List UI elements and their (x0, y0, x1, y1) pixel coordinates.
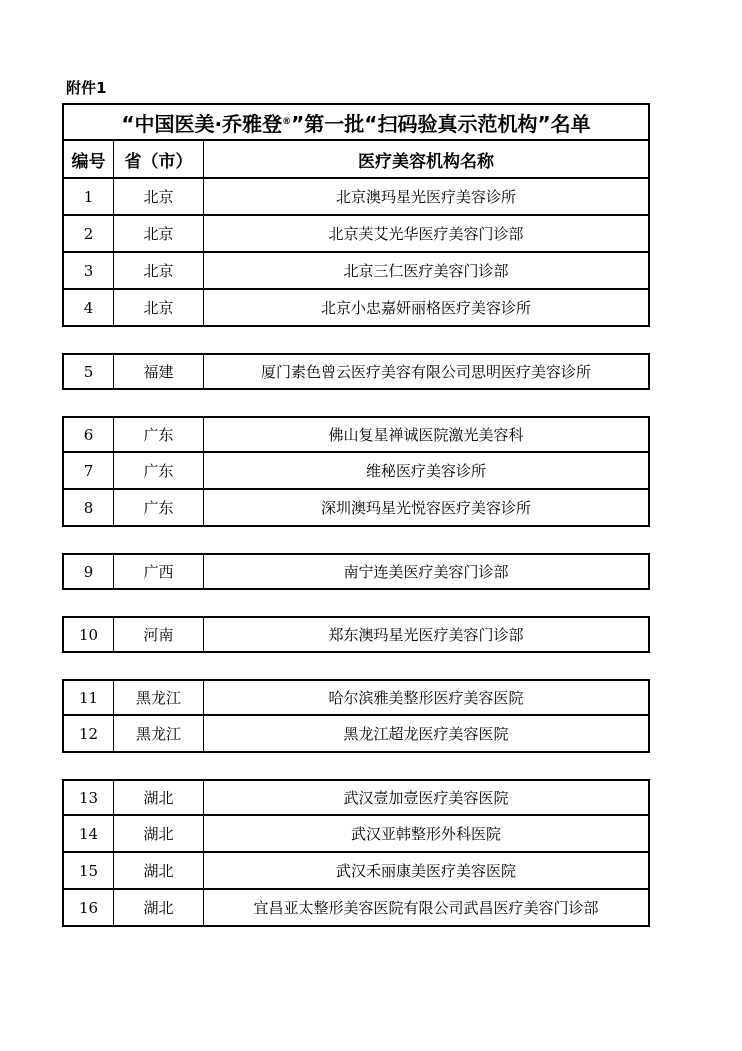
row-number: 16 (64, 890, 114, 925)
row-institution-name: 厦门素色曾云医疗美容有限公司思明医疗美容诊所 (260, 363, 591, 381)
row-institution-name: 武汉亚韩整形外科医院 (350, 825, 501, 843)
row-institution-name: 北京澳玛星光医疗美容诊所 (335, 188, 516, 206)
table-row (62, 816, 650, 853)
row-province: 湖北 (114, 781, 204, 814)
row-institution-name: 郑东澳玛星光医疗美容门诊部 (328, 626, 524, 644)
table-row (62, 179, 650, 216)
table-row (62, 716, 650, 753)
row-institution-name: 北京芙艾光华医疗美容门诊部 (328, 225, 524, 243)
header-no: 编号 (64, 141, 114, 177)
row-province: 福建 (114, 355, 204, 388)
row-province: 黑龙江 (114, 716, 204, 751)
row-institution-name: 黑龙江超龙医疗美容医院 (343, 725, 509, 743)
row-province: 湖北 (114, 853, 204, 888)
row-number: 9 (64, 555, 114, 588)
institution-table-guangxi (62, 553, 650, 590)
table-row (62, 353, 650, 390)
row-province: 湖北 (114, 816, 204, 851)
row-number: 13 (64, 781, 114, 814)
row-institution-name: 宜昌亚太整形美容医院有限公司武昌医疗美容门诊部 (253, 899, 599, 917)
row-institution-name: 南宁连美医疗美容门诊部 (343, 563, 509, 581)
row-number: 7 (64, 453, 114, 488)
row-number: 10 (64, 618, 114, 651)
table-row (62, 616, 650, 653)
row-number: 8 (64, 490, 114, 525)
row-province: 广东 (114, 490, 204, 525)
row-institution-name: 维秘医疗美容诊所 (365, 462, 486, 480)
table-row (62, 890, 650, 927)
row-province: 黑龙江 (114, 681, 204, 714)
institution-table-beijing (62, 103, 650, 327)
table-row (62, 416, 650, 453)
institution-table-hubei (62, 779, 650, 927)
row-institution-name: 北京三仁医疗美容门诊部 (343, 262, 509, 280)
row-number: 12 (64, 716, 114, 751)
row-province: 北京 (114, 216, 204, 251)
annex-label: 附件1 (66, 79, 107, 97)
row-number: 6 (64, 418, 114, 451)
title-main: “中国医美·乔雅登 (121, 111, 283, 136)
table-header-row (62, 141, 650, 179)
row-institution-name: 深圳澳玛星光悦容医疗美容诊所 (320, 499, 531, 517)
row-institution-name: 北京小忠嘉妍丽格医疗美容诊所 (320, 299, 531, 317)
row-province: 河南 (114, 618, 204, 651)
institution-table-heilongjiang (62, 679, 650, 753)
row-number: 3 (64, 253, 114, 288)
institution-table-henan (62, 616, 650, 653)
row-number: 2 (64, 216, 114, 251)
table-row (62, 490, 650, 527)
table-row (62, 779, 650, 816)
row-number: 4 (64, 290, 114, 325)
header-name: 医疗美容机构名称 (358, 151, 494, 172)
row-institution-name: 佛山复星禅诚医院激光美容科 (328, 426, 524, 444)
row-province: 北京 (114, 290, 204, 325)
row-number: 5 (64, 355, 114, 388)
row-number: 14 (64, 816, 114, 851)
row-institution-name: 哈尔滨雅美整形医疗美容医院 (328, 689, 524, 707)
title-rest: ”第一批“扫码验真示范机构”名单 (291, 111, 591, 136)
row-province: 湖北 (114, 890, 204, 925)
registered-mark: ® (282, 117, 292, 127)
institution-table-fujian (62, 353, 650, 390)
row-number: 1 (64, 179, 114, 214)
row-number: 11 (64, 681, 114, 714)
row-institution-name: 武汉禾丽康美医疗美容医院 (335, 862, 516, 880)
table-row (62, 290, 650, 327)
table-row (62, 253, 650, 290)
row-province: 北京 (114, 179, 204, 214)
table-row (62, 216, 650, 253)
table-row (62, 853, 650, 890)
row-province: 广东 (114, 453, 204, 488)
row-province: 广西 (114, 555, 204, 588)
table-row (62, 679, 650, 716)
row-institution-name: 武汉壹加壹医疗美容医院 (343, 789, 509, 807)
institution-table-guangdong (62, 416, 650, 527)
document-title (62, 103, 650, 141)
table-row (62, 453, 650, 490)
row-province: 广东 (114, 418, 204, 451)
table-row (62, 553, 650, 590)
row-number: 15 (64, 853, 114, 888)
row-province: 北京 (114, 253, 204, 288)
header-province: 省（市） (114, 141, 204, 177)
